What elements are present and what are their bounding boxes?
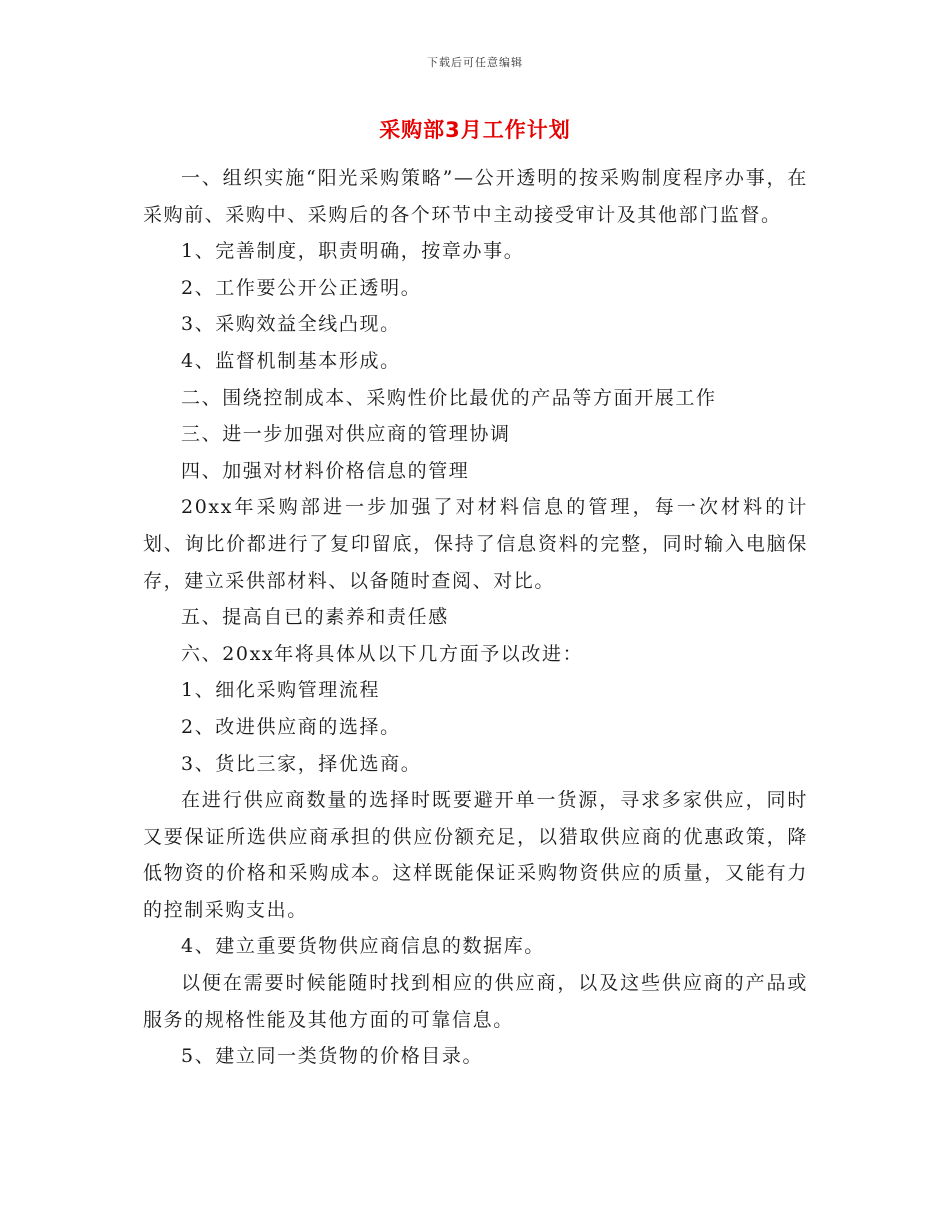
- paragraph-item-6-2: 2、改进供应商的选择。: [181, 715, 401, 738]
- paragraph-section-6: 六、20xx年将具体从以下几方面予以改进：: [181, 642, 584, 665]
- page-header-note: 下载后可任意编辑: [427, 56, 523, 69]
- paragraph-section-4: 四、加强对材料价格信息的管理: [181, 459, 470, 482]
- paragraph-item-1-3: 3、采购效益全线凸现。: [181, 313, 401, 336]
- paragraph-item-6-4-detail: 以便在需要时候能随时找到相应的供应商，以及这些供应商的产品或服务的规格性能及其他方面的可靠信息。: [143, 972, 808, 1031]
- document-title: 采购部3月工作计划: [379, 118, 571, 142]
- paragraph-item-6-4: 4、建立重要货物供应商信息的数据库。: [181, 935, 545, 958]
- paragraph-section-4-detail: 20xx年采购部进一步加强了对材料信息的管理，每一次材料的计划、询比价都进行了复印留底，保持了信息资料的完整，同时输入电脑保存，建立采供部材料、以备随时查阅、对比。: [143, 496, 808, 592]
- paragraph-item-6-1: 1、细化采购管理流程: [181, 679, 381, 702]
- paragraph-section-5: 五、提高自已的素养和责任感: [181, 606, 449, 629]
- paragraph-item-6-5: 5、建立同一类货物的价格目录。: [181, 1045, 484, 1068]
- paragraph-item-1-4: 4、监督机制基本形成。: [181, 349, 401, 372]
- paragraph-section-2: 二、围绕控制成本、采购性价比最优的产品等方面开展工作: [181, 386, 717, 409]
- paragraph-item-1-1: 1、完善制度，职责明确，按章办事。: [181, 240, 525, 263]
- document-body: [143, 160, 808, 1075]
- paragraph-item-1-2: 2、工作要公开公正透明。: [181, 276, 422, 299]
- paragraph-item-6-3-detail: 在进行供应商数量的选择时既要避开单一货源，寻求多家供应，同时又要保证所选供应商承担的供应份额充足，以猎取供应商的优惠政策，降低物资的价格和采购成本。这样既能保证采购物资供应的质量，又能有力的控制采购支出。: [143, 789, 808, 921]
- paragraph-item-6-3: 3、货比三家，择优选商。: [181, 752, 422, 775]
- paragraph-section-3: 三、进一步加强对供应商的管理协调: [181, 423, 511, 446]
- paragraph-section-1: 一、组织实施“阳光采购策略”—公开透明的按采购制度程序办事，在采购前、采购中、采购后的各个环节中主动接受审计及其他部门监督。: [143, 167, 808, 226]
